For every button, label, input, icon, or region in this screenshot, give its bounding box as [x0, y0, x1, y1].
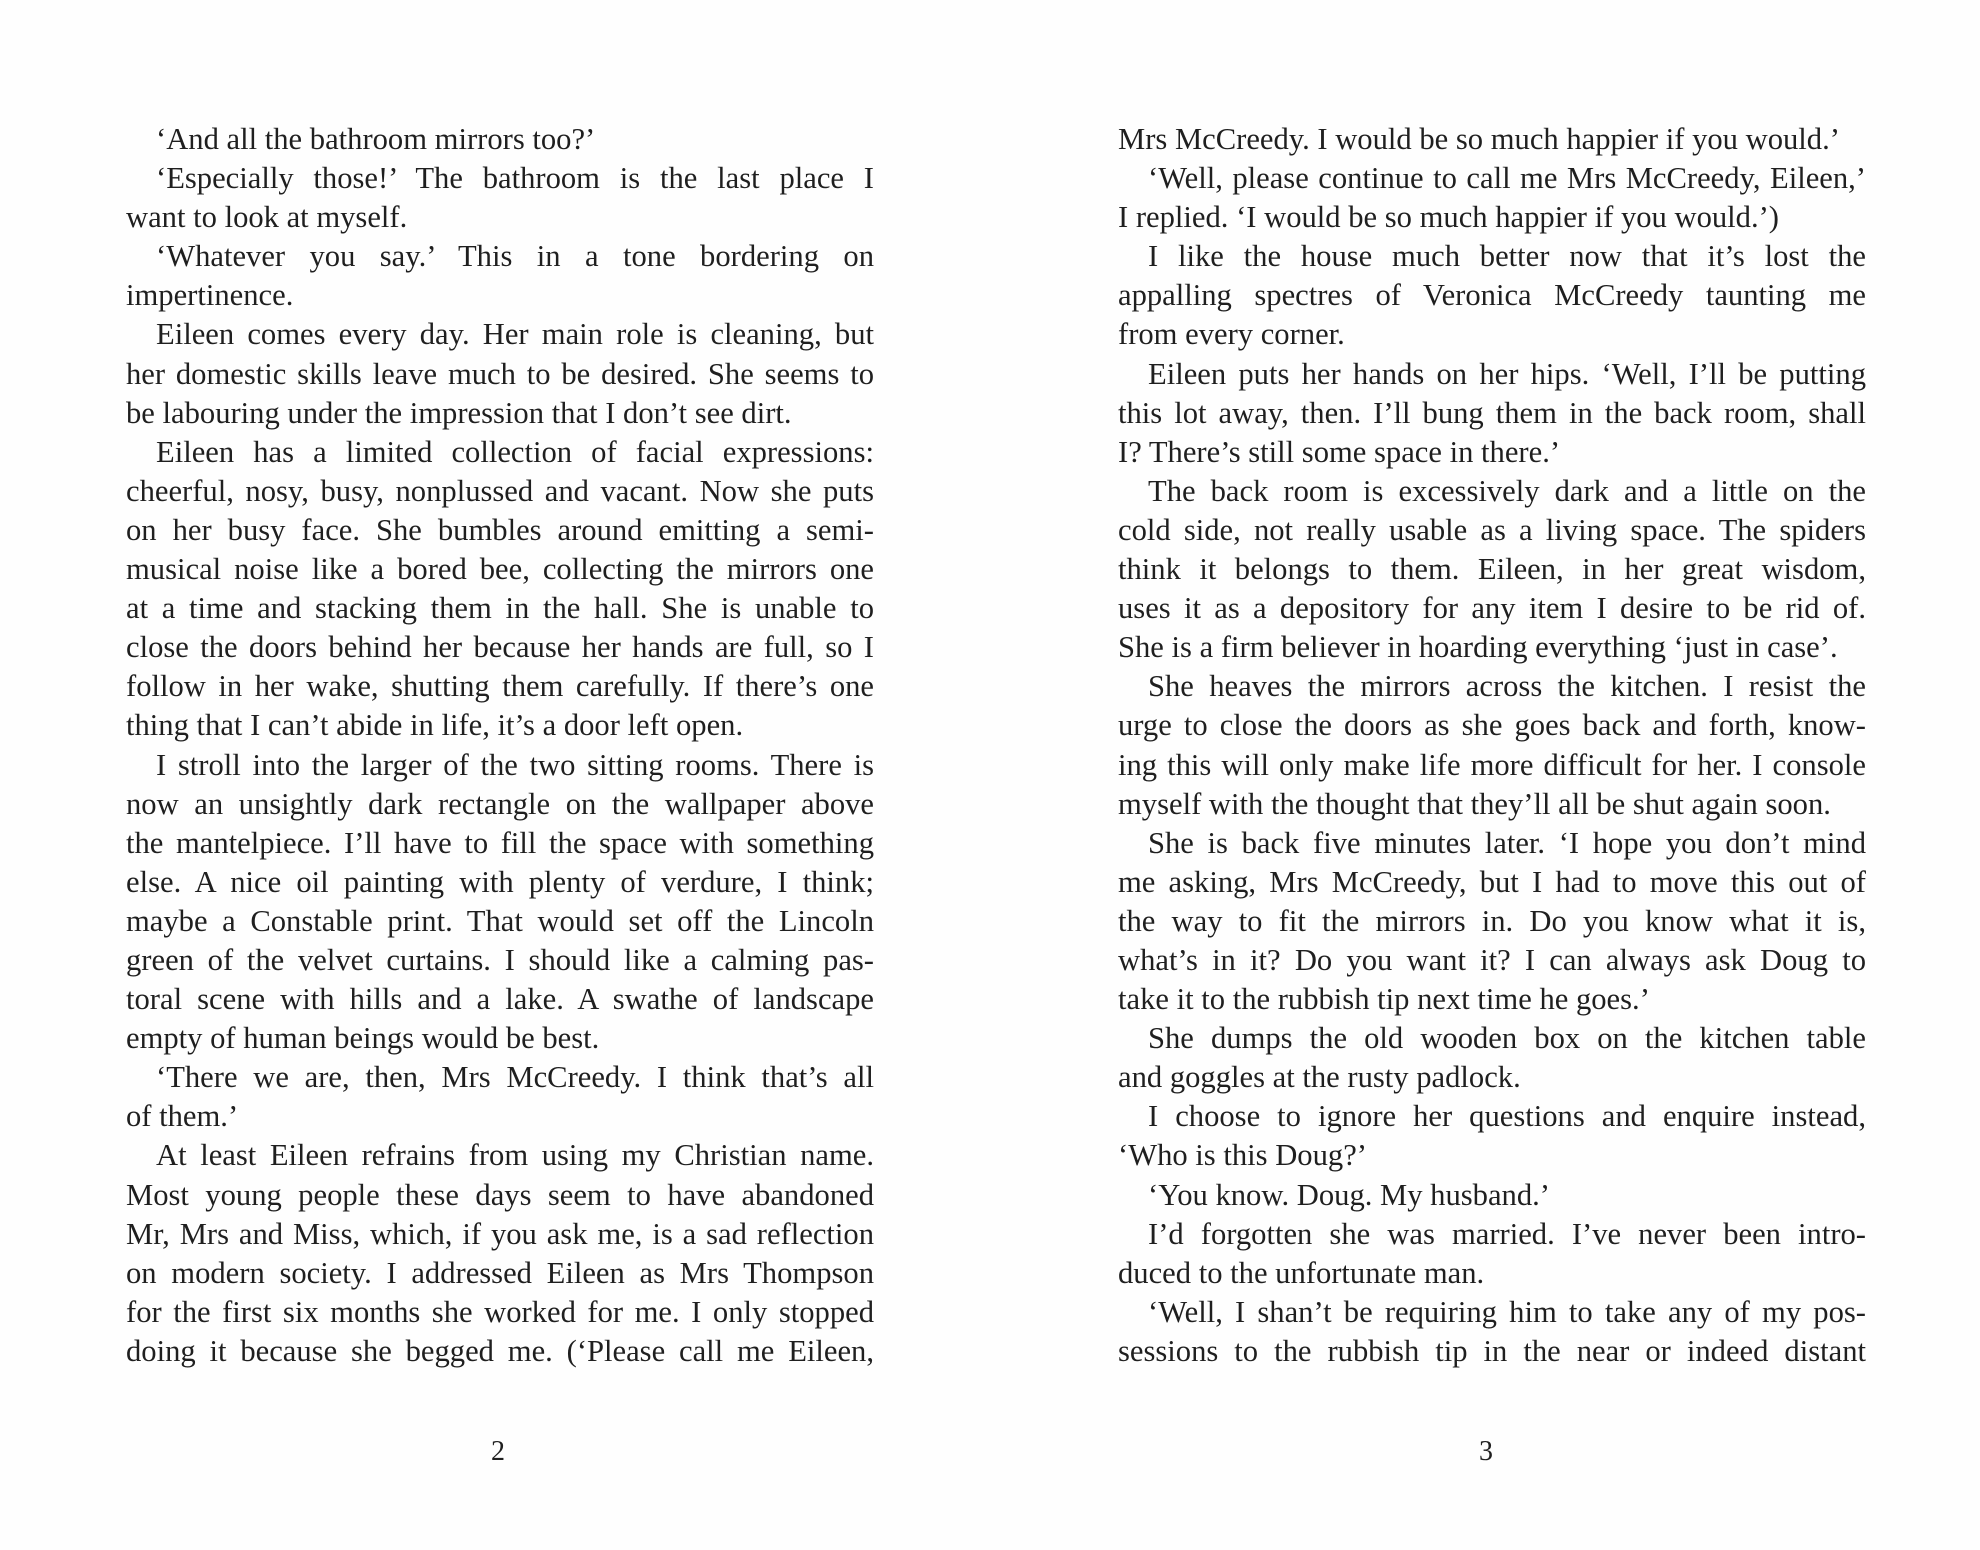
text-line: sessions to the rubbish tip in the near or indeed distant	[1118, 1333, 1866, 1368]
text-line: empty of human beings would be best.	[126, 1021, 600, 1056]
text-line: musical noise like a bored bee, collecting the mirrors one	[126, 552, 874, 587]
text-line: ing this will only make life more difficult for her. I console	[1118, 747, 1866, 782]
text-line: her domestic skills leave much to be desired. She seems to	[126, 356, 874, 391]
text-line: impertinence.	[126, 278, 294, 313]
text-line: now an unsightly dark rectangle on the wallpaper above	[126, 786, 874, 821]
text-line: Eileen has a limited collection of facial expressions:	[156, 434, 874, 469]
text-line: She dumps the old wooden box on the kitchen table	[1148, 1021, 1866, 1056]
text-line: ‘Well, please continue to call me Mrs McCreedy, Eileen,’	[1148, 161, 1866, 196]
text-line: from every corner.	[1118, 317, 1345, 352]
left-page-text	[126, 120, 874, 1371]
text-line: for the first six months she worked for me. I only stopped	[126, 1294, 874, 1329]
page-number-left: 2	[491, 1436, 505, 1467]
text-line: appalling spectres of Veronica McCreedy taunting me	[1118, 278, 1866, 313]
text-line: I replied. ‘I would be so much happier if you would.’)	[1118, 200, 1779, 235]
text-line: the way to fit the mirrors in. Do you know what it is,	[1118, 903, 1866, 938]
text-line: close the doors behind her because her hands are full, so I	[126, 630, 874, 665]
text-line: Most young people these days seem to have abandoned	[126, 1177, 874, 1212]
text-line: She heaves the mirrors across the kitchen. I resist the	[1148, 669, 1866, 704]
text-line: what’s in it? Do you want it? I can always ask Doug to	[1118, 942, 1866, 977]
text-line: I? There’s still some space in there.’	[1118, 434, 1561, 469]
text-line: follow in her wake, shutting them carefully. If there’s one	[126, 669, 874, 704]
text-line: uses it as a depository for any item I desire to be rid of.	[1118, 591, 1866, 626]
text-line: cold side, not really usable as a living space. The spiders	[1118, 512, 1866, 547]
text-line: ‘Especially those!’ The bathroom is the last place I	[156, 161, 874, 196]
text-line: be labouring under the impression that I don’t see dirt.	[126, 395, 792, 430]
text-line: The back room is excessively dark and a little on the	[1148, 473, 1866, 508]
text-line: green of the velvet curtains. I should like a calming pas-	[126, 942, 874, 977]
text-line: on modern society. I addressed Eileen as Mrs Thompson	[126, 1255, 874, 1290]
text-line: She is a firm believer in hoarding everything ‘just in case’.	[1118, 630, 1838, 665]
page-number-right: 3	[1479, 1436, 1493, 1467]
text-line: I’d forgotten she was married. I’ve never been intro-	[1148, 1216, 1866, 1251]
text-line: take it to the rubbish tip next time he goes.’	[1118, 982, 1650, 1017]
text-line: myself with the thought that they’ll all be shut again soon.	[1118, 786, 1831, 821]
text-line: Mrs McCreedy. I would be so much happier if you would.’	[1118, 122, 1840, 156]
text-line: and goggles at the rusty padlock.	[1118, 1060, 1521, 1095]
text-line: I choose to ignore her questions and enquire instead,	[1148, 1099, 1866, 1134]
text-line: urge to close the doors as she goes back and forth, know-	[1118, 708, 1866, 743]
text-line: think it belongs to them. Eileen, in her great wisdom,	[1118, 552, 1866, 587]
text-line: ‘And all the bathroom mirrors too?’	[156, 122, 596, 156]
text-line: doing it because she begged me. (‘Please call me Eileen,	[126, 1333, 874, 1368]
text-line: of them.’	[126, 1099, 239, 1134]
text-line: cheerful, nosy, busy, nonplussed and vacant. Now she puts	[126, 473, 874, 508]
text-line: ‘Who is this Doug?’	[1118, 1138, 1367, 1173]
right-page	[990, 0, 1980, 1550]
right-page-text	[1118, 120, 1866, 1371]
text-line: thing that I can’t abide in life, it’s a door left open.	[126, 708, 744, 743]
text-line: else. A nice oil painting with plenty of verdure, I think;	[126, 864, 874, 899]
text-line: ‘You know. Doug. My husband.’	[1148, 1177, 1550, 1212]
text-line: toral scene with hills and a lake. A swathe of landscape	[126, 982, 874, 1017]
text-line: on her busy face. She bumbles around emitting a semi-	[126, 512, 874, 547]
text-line: Mr, Mrs and Miss, which, if you ask me, is a sad reflection	[126, 1216, 874, 1251]
text-line: maybe a Constable print. That would set off the Lincoln	[126, 903, 874, 938]
text-line: me asking, Mrs McCreedy, but I had to move this out of	[1118, 864, 1866, 899]
text-line: Eileen comes every day. Her main role is cleaning, but	[156, 317, 874, 352]
text-line: Eileen puts her hands on her hips. ‘Well, I’ll be putting	[1148, 356, 1866, 391]
text-line: at a time and stacking them in the hall. She is unable to	[126, 591, 874, 626]
text-line: At least Eileen refrains from using my Christian name.	[156, 1138, 874, 1173]
text-line: this lot away, then. I’ll bung them in the back room, shall	[1118, 395, 1866, 430]
text-line: ‘Well, I shan’t be requiring him to take any of my pos-	[1148, 1294, 1866, 1329]
text-line: She is back five minutes later. ‘I hope you don’t mind	[1148, 825, 1866, 860]
text-line: ‘Whatever you say.’ This in a tone bordering on	[156, 239, 874, 274]
text-line: I like the house much better now that it’s lost the	[1148, 239, 1866, 274]
text-line: I stroll into the larger of the two sitting rooms. There is	[156, 747, 874, 782]
text-line: duced to the unfortunate man.	[1118, 1255, 1485, 1290]
text-line: want to look at myself.	[126, 200, 408, 235]
text-line: the mantelpiece. I’ll have to fill the space with something	[126, 825, 874, 860]
text-line: ‘There we are, then, Mrs McCreedy. I think that’s all	[156, 1060, 874, 1095]
